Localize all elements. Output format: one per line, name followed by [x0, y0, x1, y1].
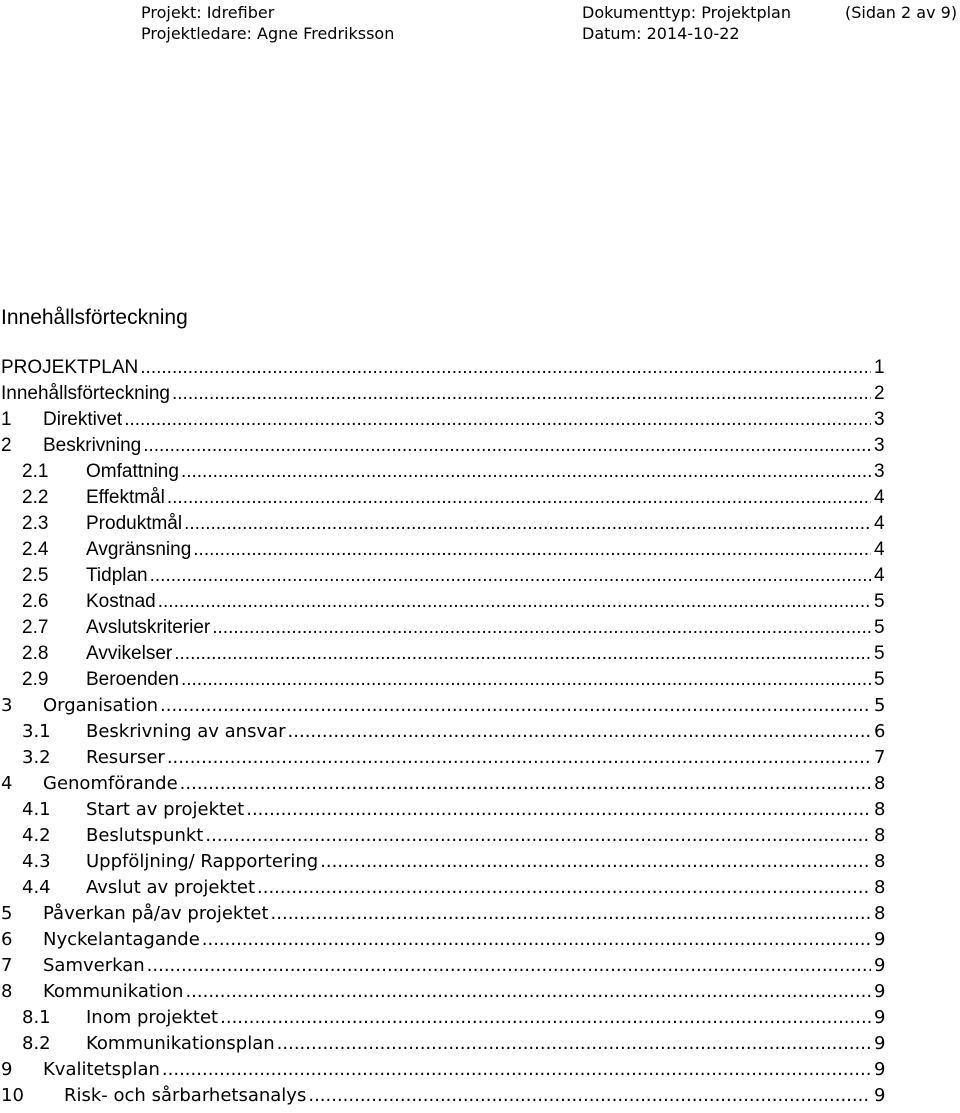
toc-entry-text: Organisation	[43, 695, 159, 716]
toc-entry-number: 8.1	[22, 1007, 51, 1028]
toc-entry-text: Beskrivning av ansvar	[86, 721, 286, 742]
toc-entry-number: 9	[1, 1059, 13, 1080]
toc-entry[interactable]	[0, 355, 884, 381]
toc-dot-leader	[212, 615, 871, 641]
header-document-type: Dokumenttyp: Projektplan	[582, 3, 791, 22]
toc-dot-leader	[143, 433, 871, 459]
toc-entry[interactable]	[0, 745, 884, 771]
toc-entry[interactable]	[0, 771, 884, 797]
toc-entry-page: 8	[874, 903, 886, 924]
toc-dot-leader	[257, 875, 871, 901]
toc-entry[interactable]	[0, 849, 884, 875]
toc-entry[interactable]	[0, 459, 884, 485]
toc-entry-number: 4	[1, 773, 13, 794]
toc-entry-page: 9	[874, 1007, 886, 1028]
toc-dot-leader	[202, 927, 871, 953]
toc-entry[interactable]	[0, 485, 884, 511]
toc-entry-page: 5	[874, 669, 885, 690]
toc-entry-text: Beroenden	[86, 669, 179, 690]
toc-entry[interactable]	[0, 511, 884, 537]
toc-entry[interactable]	[0, 823, 884, 849]
toc-entry-page: 9	[874, 1059, 886, 1080]
toc-entry-text: Påverkan på/av projektet	[43, 903, 269, 924]
toc-entry-text: Nyckelantagande	[43, 929, 200, 950]
header-middle	[582, 2, 791, 44]
toc-entry-page: 1	[874, 357, 885, 378]
toc-dot-leader	[147, 953, 871, 979]
toc-entry-page: 9	[874, 955, 886, 976]
toc-dot-leader	[124, 407, 871, 433]
toc-entry-text: Inom projektet	[86, 1007, 219, 1028]
header-right	[845, 2, 957, 23]
toc-dot-leader	[246, 797, 871, 823]
toc-entry-text: Kommunikation	[43, 981, 184, 1002]
toc-entry-text: Samverkan	[43, 955, 145, 976]
toc-entry[interactable]	[0, 953, 884, 979]
toc-dot-leader	[205, 823, 871, 849]
toc-entry-number: 3.2	[22, 747, 51, 768]
header-left	[141, 2, 394, 44]
toc-entry-text: Avgränsning	[86, 539, 192, 560]
toc-entry-number: 3	[1, 695, 13, 716]
toc-entry-number: 2.6	[22, 591, 49, 612]
toc-entry-text: Kostnad	[86, 591, 156, 612]
toc-entry[interactable]	[0, 615, 884, 641]
toc-dot-leader	[174, 641, 871, 667]
toc-entry-text: Beslutspunkt	[86, 825, 204, 846]
toc-entry-page: 9	[874, 929, 886, 950]
toc-dot-leader	[172, 381, 871, 407]
toc-entry-page: 8	[874, 877, 886, 898]
toc-entry-text: Avvikelser	[86, 643, 173, 664]
toc-entry-page: 4	[874, 487, 885, 508]
toc-entry-number: 2.1	[22, 461, 49, 482]
toc-dot-leader	[181, 667, 871, 693]
toc-entry[interactable]	[0, 1057, 884, 1083]
toc-entry-number: 4.1	[22, 799, 51, 820]
toc-entry-page: 4	[874, 513, 885, 534]
toc-dot-leader	[150, 563, 871, 589]
toc-entry-page: 5	[874, 643, 885, 664]
toc-dot-leader	[140, 355, 871, 381]
toc-entry-text: Genomförande	[43, 773, 178, 794]
toc-entry-text: Start av projektet	[86, 799, 245, 820]
toc-entry-number: 2.9	[22, 669, 49, 690]
toc-entry-text: Effektmål	[86, 487, 165, 508]
toc-entry-page: 6	[874, 721, 886, 742]
toc-entry[interactable]	[0, 563, 884, 589]
toc-entry-number: 6	[1, 929, 13, 950]
toc-entry-number: 3.1	[22, 721, 51, 742]
toc-entry-text: Innehållsförteckning	[1, 383, 170, 404]
toc-entry[interactable]	[0, 589, 884, 615]
toc-heading: Innehållsförteckning	[1, 306, 188, 329]
toc-entry-text: Kvalitetsplan	[43, 1059, 160, 1080]
toc-dot-leader	[288, 719, 871, 745]
toc-entry-page: 8	[874, 799, 886, 820]
toc-entry[interactable]	[0, 641, 884, 667]
toc-dot-leader	[308, 1083, 871, 1109]
toc-entry-text: Produktmål	[86, 513, 183, 534]
toc-entry[interactable]	[0, 927, 884, 953]
toc-dot-leader	[181, 459, 871, 485]
toc-entry-page: 9	[874, 981, 886, 1002]
toc-entry[interactable]	[0, 407, 884, 433]
toc-entry-number: 4.3	[22, 851, 51, 872]
toc-entry-number: 2.7	[22, 617, 49, 638]
toc-entry-page: 4	[874, 539, 885, 560]
toc-entry-page: 8	[874, 773, 886, 794]
toc-entry-text: Resurser	[86, 747, 165, 768]
toc-entry[interactable]	[0, 901, 884, 927]
toc-entry[interactable]	[0, 1083, 884, 1109]
toc-entry-text: Beskrivning	[43, 435, 142, 456]
toc-dot-leader	[220, 1005, 871, 1031]
toc-entry-number: 7	[1, 955, 13, 976]
toc-entry-number: 1	[1, 409, 12, 430]
toc-entry-number: 2.4	[22, 539, 49, 560]
header-project-leader: Projektledare: Agne Fredriksson	[141, 24, 395, 43]
toc-entry-page: 3	[874, 435, 885, 456]
toc-dot-leader	[193, 537, 871, 563]
toc-entry-number: 4.4	[22, 877, 51, 898]
toc-entry[interactable]	[0, 1031, 884, 1057]
header-page-number: (Sidan 2 av 9)	[845, 3, 958, 22]
toc-entry-text: Avslut av projektet	[86, 877, 256, 898]
toc-dot-leader	[167, 745, 871, 771]
toc-entry-number: 10	[1, 1085, 24, 1106]
toc-entry-page: 5	[874, 617, 885, 638]
toc-entry-number: 8	[1, 981, 13, 1002]
toc-entry[interactable]	[0, 1005, 884, 1031]
toc-entry[interactable]	[0, 797, 884, 823]
toc-entry-page: 5	[874, 591, 885, 612]
header-project: Projekt: Idrefiber	[141, 3, 275, 22]
toc-entry-text: PROJEKTPLAN	[1, 357, 139, 378]
toc-entry[interactable]	[0, 381, 884, 407]
toc-entry[interactable]	[0, 979, 884, 1005]
toc-dot-leader	[184, 511, 871, 537]
toc-entry-text: Uppföljning/ Rapportering	[86, 851, 319, 872]
toc-entry[interactable]	[0, 537, 884, 563]
toc-dot-leader	[271, 901, 871, 927]
toc-dot-leader	[180, 771, 871, 797]
toc-entry-page: 8	[874, 851, 886, 872]
toc-entry-page: 8	[874, 825, 886, 846]
toc-dot-leader	[185, 979, 871, 1005]
toc-entry[interactable]	[0, 667, 884, 693]
toc-dot-leader	[320, 849, 871, 875]
toc-entry-number: 2.2	[22, 487, 49, 508]
toc-entry-page: 7	[874, 747, 886, 768]
toc-entry[interactable]	[0, 693, 884, 719]
toc-entry[interactable]	[0, 719, 884, 745]
toc-entry-number: 4.2	[22, 825, 51, 846]
toc-entry-page: 9	[874, 1033, 886, 1054]
toc-entry-text: Kommunikationsplan	[86, 1033, 275, 1054]
toc-entry[interactable]	[0, 433, 884, 459]
toc-entry-page: 5	[874, 695, 886, 716]
toc-entry-page: 9	[874, 1085, 886, 1106]
toc-entry-page: 4	[874, 565, 885, 586]
toc-entry-number: 2.3	[22, 513, 49, 534]
toc-entry-text: Omfattning	[86, 461, 179, 482]
toc-entry[interactable]	[0, 875, 884, 901]
toc-entry-text: Avslutskriterier	[86, 617, 211, 638]
toc-dot-leader	[158, 589, 871, 615]
toc-dot-leader	[160, 693, 871, 719]
header-date: Datum: 2014-10-22	[582, 24, 740, 43]
toc-entry-number: 2.5	[22, 565, 49, 586]
toc-dot-leader	[167, 485, 871, 511]
toc-dot-leader	[277, 1031, 871, 1057]
toc-entry-text: Tidplan	[86, 565, 148, 586]
toc-entry-number: 2.8	[22, 643, 49, 664]
toc-entry-text: Risk- och sårbarhetsanalys	[64, 1085, 307, 1106]
toc-entry-number: 5	[1, 903, 13, 924]
toc-entry-number: 8.2	[22, 1033, 51, 1054]
page-header	[0, 0, 960, 50]
toc-entry-page: 3	[874, 461, 885, 482]
toc-dot-leader	[162, 1057, 871, 1083]
toc-entry-text: Direktivet	[43, 409, 123, 430]
toc-entry-page: 2	[874, 383, 885, 404]
toc-entry-number: 2	[1, 435, 12, 456]
table-of-contents	[0, 355, 884, 1109]
toc-entry-page: 3	[874, 409, 885, 430]
